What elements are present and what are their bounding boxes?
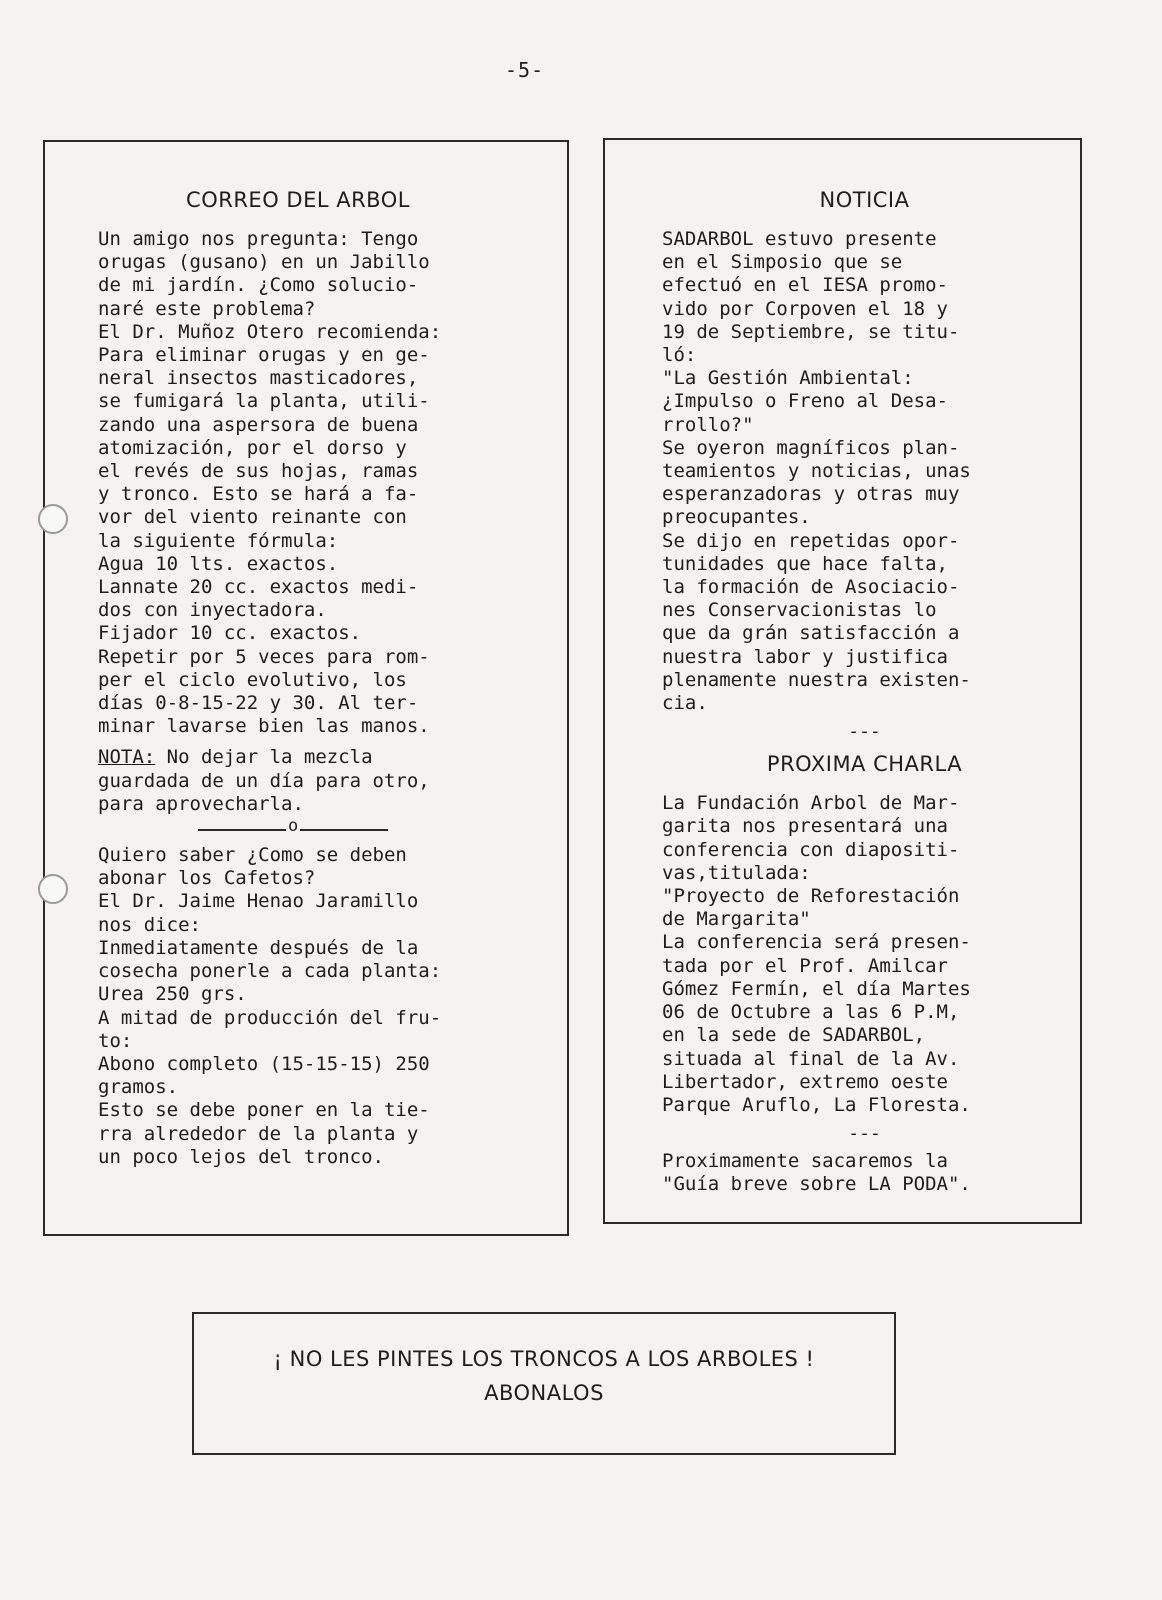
noticia-separator: --- <box>848 721 881 743</box>
nota-text: No dejar la mezcla guardada de un día para otro, para aprovecharla. <box>98 746 430 815</box>
slogan-line-1: ¡ NO LES PINTES LOS TRONCOS A LOS ARBOLES ! <box>273 1347 815 1371</box>
punch-hole-top <box>38 504 68 534</box>
slogan-line-2: ABONALOS <box>484 1381 604 1405</box>
noticia-body: SADARBOL estuvo presente en el Simposio que se efectuó en el IESA promo- vido por Corpoven el 18 y 19 de Septiembre, se titu- ló: "La Gestión Ambiental: ¿Impulso o Freno al Desa- rrollo?" Se oyeron magníficos plan- teamientos y noticias, unas esperanzadoras y otras muy preocupantes. Se dijo en repetidas opor- tunidades que hace falta, la formación de Asociacio- nes Conservacionistas lo que da grán satisfacción a nuestra labor y justifica plenamente nuestra existen- cia. <box>662 228 971 715</box>
divider-mark: o <box>288 816 299 837</box>
charla-separator: --- <box>848 1123 881 1145</box>
nota-label: NOTA: <box>98 746 156 769</box>
page-number: -5- <box>505 58 545 82</box>
correo-question-2: Quiero saber ¿Como se deben abonar los Cafetos? El Dr. Jaime Henao Jaramillo nos dice: Inmediatamente después de la cosecha ponerle a cada planta: Urea 250 grs. A mitad de producción del fru- to: Abono completo (15-15-15) 250 gramos. Esto se debe poner en la tie- rra alrededor de la planta y un poco lejos del tronco. <box>98 844 442 1168</box>
charla-body: La Fundación Arbol de Mar- garita nos presentará una conferencia con diapositi- vas,titulada: "Proyecto de Reforestación de Margarita" La conferencia será presen- tada por el Prof. Amilcar Gómez Fermín, el día Martes 06 de Octubre a las 6 P.M, en la sede de SADARBOL, situada al final de la Av. Libertador, extremo oeste Parque Aruflo, La Floresta. <box>662 792 971 1116</box>
punch-hole-bottom <box>38 874 68 904</box>
slogan <box>192 1342 896 1410</box>
charla-heading: PROXIMA CHARLA <box>766 752 963 777</box>
bleed-through-text <box>420 82 429 107</box>
correo-question-1: Un amigo nos pregunta: Tengo orugas (gusano) en un Jabillo de mi jardín. ¿Como solucio- naré este problema? El Dr. Muñoz Otero recomienda: Para eliminar orugas y en ge- neral insectos masticadores, se fumigará la planta, utili- zando una aspersora de buena atomización, por el dorso y el revés de sus hojas, ramas y tronco. Esto se hará a fa- vor del viento reinante con la siguiente fórmula: Agua 10 lts. exactos. Lannate 20 cc. exactos medi- dos con inyectadora. Fijador 10 cc. exactos. Repetir por 5 veces para rom- per el ciclo evolutivo, los días 0-8-15-22 y 30. Al ter- minar lavarse bien las manos. <box>98 228 442 738</box>
correo-del-arbol-section <box>98 188 538 1169</box>
charla-closing: Proximamente sacaremos la "Guía breve sobre LA PODA". <box>662 1150 971 1196</box>
correo-nota <box>98 746 538 816</box>
section-divider <box>198 816 388 838</box>
noticia-section <box>662 188 1067 1197</box>
noticia-heading: NOTICIA <box>819 188 910 212</box>
correo-heading: CORREO DEL ARBOL <box>186 188 410 212</box>
